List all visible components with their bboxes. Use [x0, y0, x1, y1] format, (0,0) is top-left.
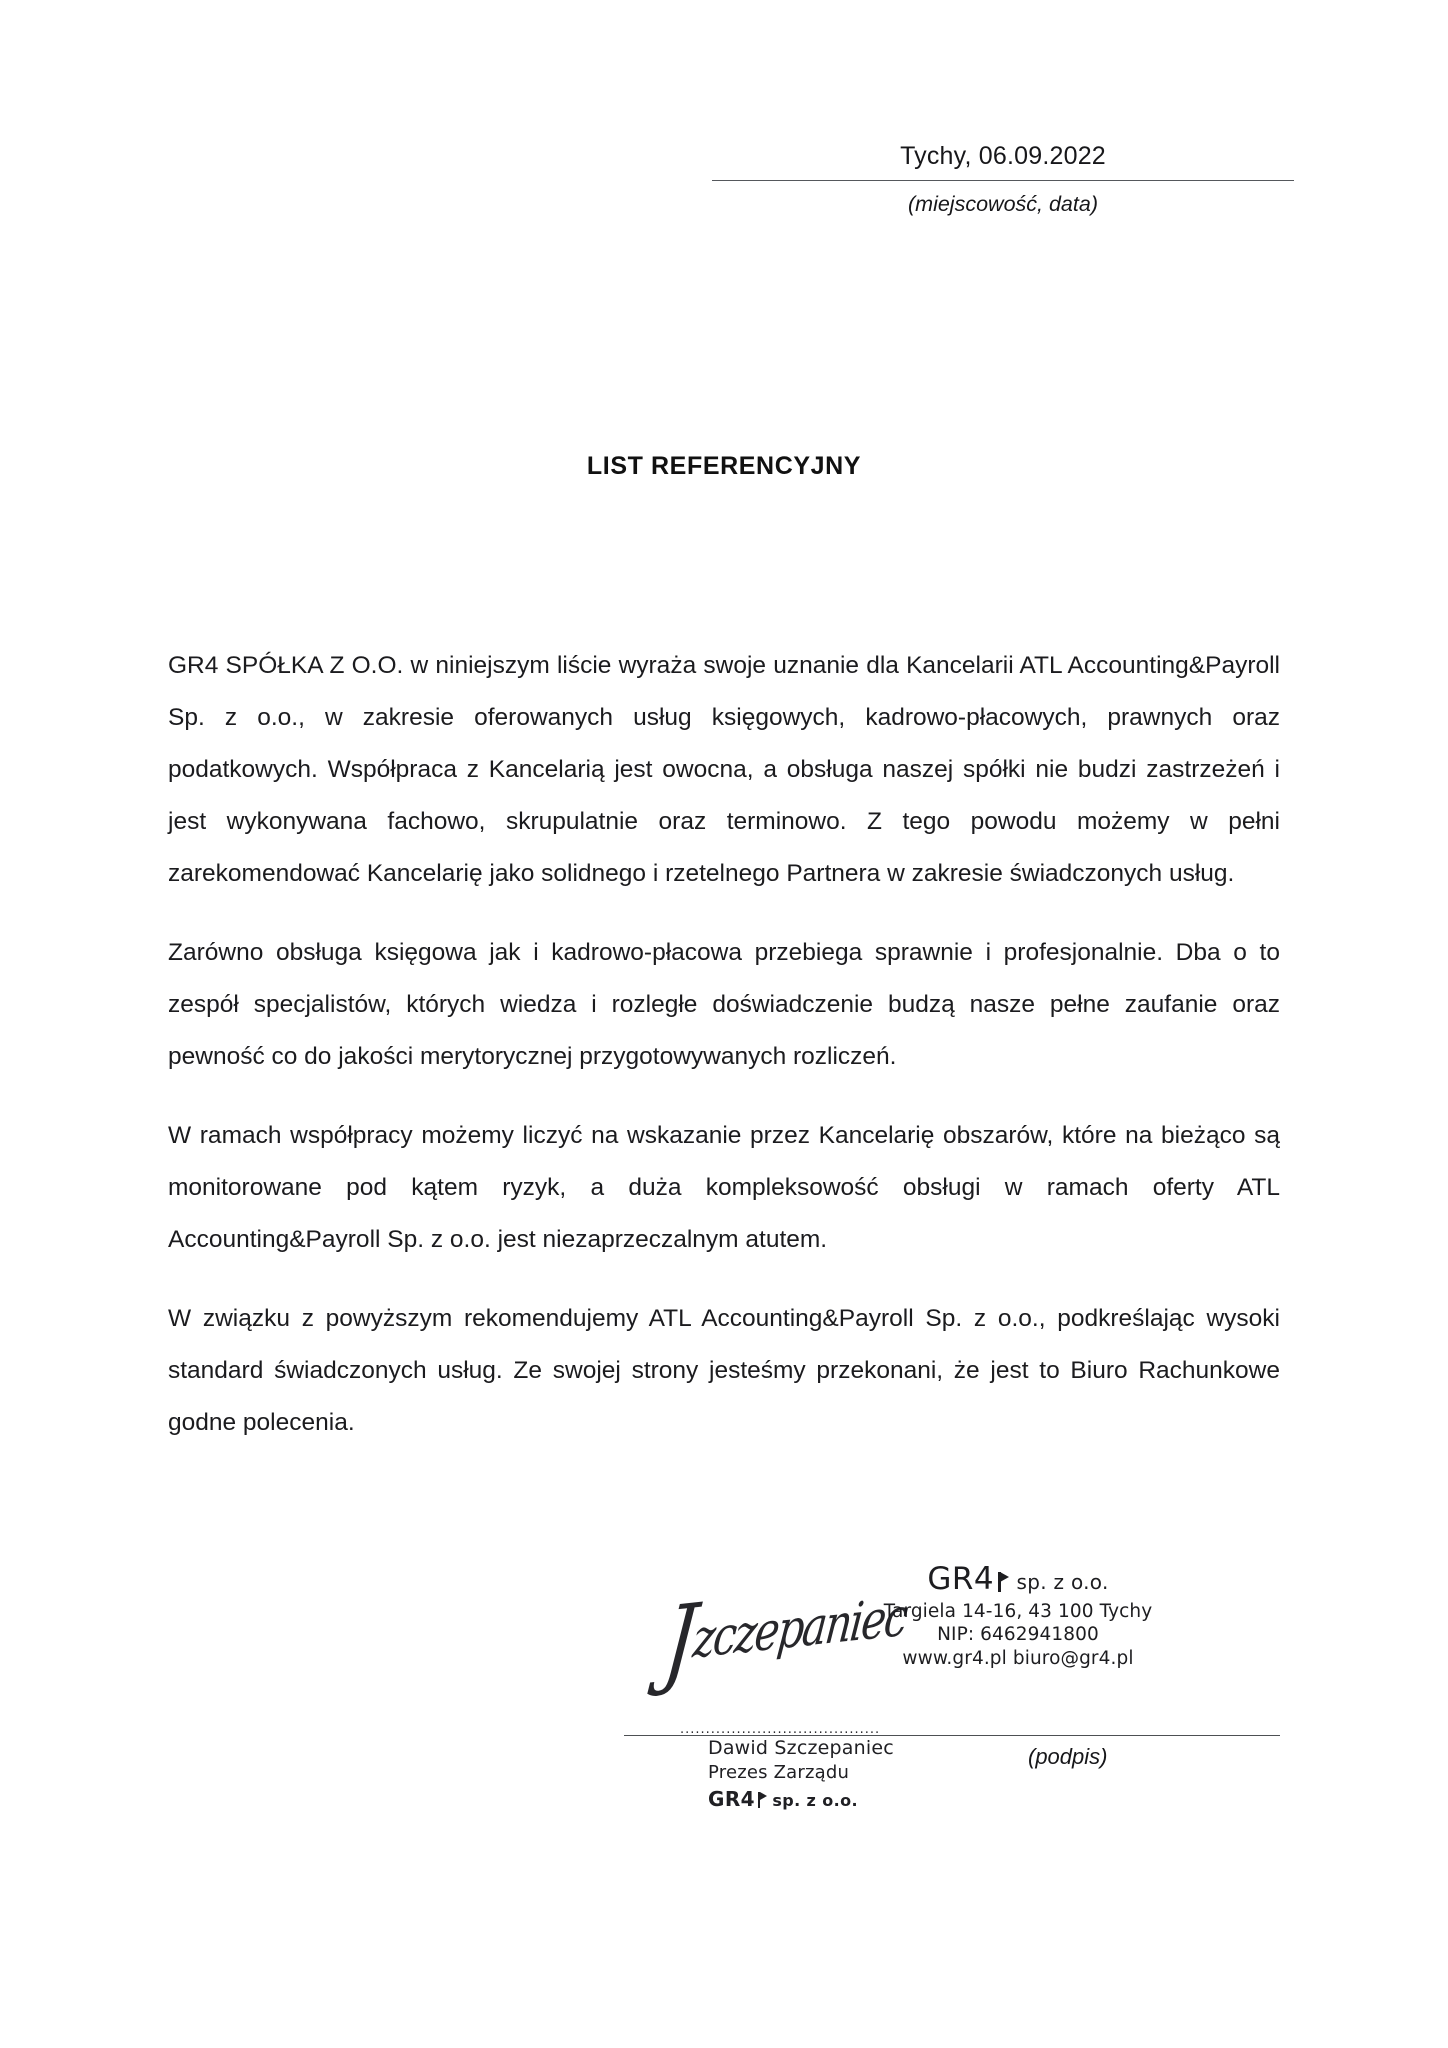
header-caption: (miejscowość, data) — [908, 192, 1098, 216]
document-date: Tychy, 06.09.2022 — [900, 142, 1106, 170]
body-paragraph: Zarówno obsługa księgowa jak i kadrowo-płacowa przebiega sprawnie i profesjonalnie. Dba o to zespół specjalistów, których wiedza i rozległe doświadczenie budzą nasze pełne zaufanie oraz pewność co do jakości merytorycznej przygotowywanych rozliczeń. — [168, 939, 1280, 1070]
signer-name: Dawid Szczepaniec — [708, 1737, 894, 1759]
company-stamp-contact: www.gr4.pl biuro@gr4.pl — [902, 1648, 1134, 1670]
company-stamp-nip: NIP: 6462941800 — [937, 1624, 1099, 1646]
company-stamp-name — [868, 1560, 1168, 1600]
header-place-date-block — [712, 142, 1294, 217]
handwritten-signature-initial: J — [659, 1582, 700, 1699]
handwritten-signature-rest: zczepaniec — [690, 1585, 910, 1671]
signer-company-suffix: sp. z o.o. — [772, 1791, 858, 1811]
stamp-dotted-edge: ······································· — [680, 1726, 881, 1741]
signer-company — [708, 1786, 1028, 1812]
signer-company-name: GR4 — [708, 1787, 755, 1812]
signature-name-stamp — [680, 1726, 1028, 1812]
page-title: LIST REFERENCYJNY — [586, 452, 862, 480]
signer-role: Prezes Zarządu — [708, 1761, 850, 1783]
company-stamp-company: GR4 — [927, 1561, 995, 1597]
signature-caption: (podpis) — [1028, 1744, 1108, 1769]
company-stamp-suffix: sp. z o.o. — [1016, 1570, 1109, 1594]
company-stamp-address: Targiela 14-16, 43 100 Tychy — [883, 1600, 1153, 1622]
body-paragraph: GR4 SPÓŁKA Z O.O. w niniejszym liście wyraża swoje uznanie dla Kancelarii ATL Accounting&Payroll Sp. z o.o., w zakresie oferowanych usług księgowych, kadrowo-płacowych, prawnych oraz podatkowych. Współpraca z Kancelarią jest owocna, a obsługa naszej spółki nie budzi zastrzeżeń i jest wykonywana fachowo, skrupulatnie oraz terminowo. Z tego powodu możemy w pełni zarekomendować Kancelarię jako solidnego i rzetelnego Partnera w zakresie świadczonych usług. — [168, 652, 1280, 887]
document-body — [168, 640, 1280, 1449]
body-paragraph: W związku z powyższym rekomendujemy ATL Accounting&Payroll Sp. z o.o., podkreślając wysoki standard świadczonych usług. Ze swojej strony jesteśmy przekonani, że jest to Biuro Rachunkowe godne polecenia. — [168, 1305, 1280, 1436]
body-paragraph: W ramach współpracy możemy liczyć na wskazanie przez Kancelarię obszarów, które na bieżąco są monitorowane pod kątem ryzyk, a duża kompleksowość obsługi w ramach oferty ATL Accounting&Payroll Sp. z o.o. jest niezaprzeczalnym atutem. — [168, 1122, 1280, 1253]
company-stamp — [868, 1560, 1168, 1671]
signature-area — [168, 1560, 1280, 1890]
flag-icon — [994, 1572, 1006, 1592]
flag-icon — [755, 1792, 765, 1808]
